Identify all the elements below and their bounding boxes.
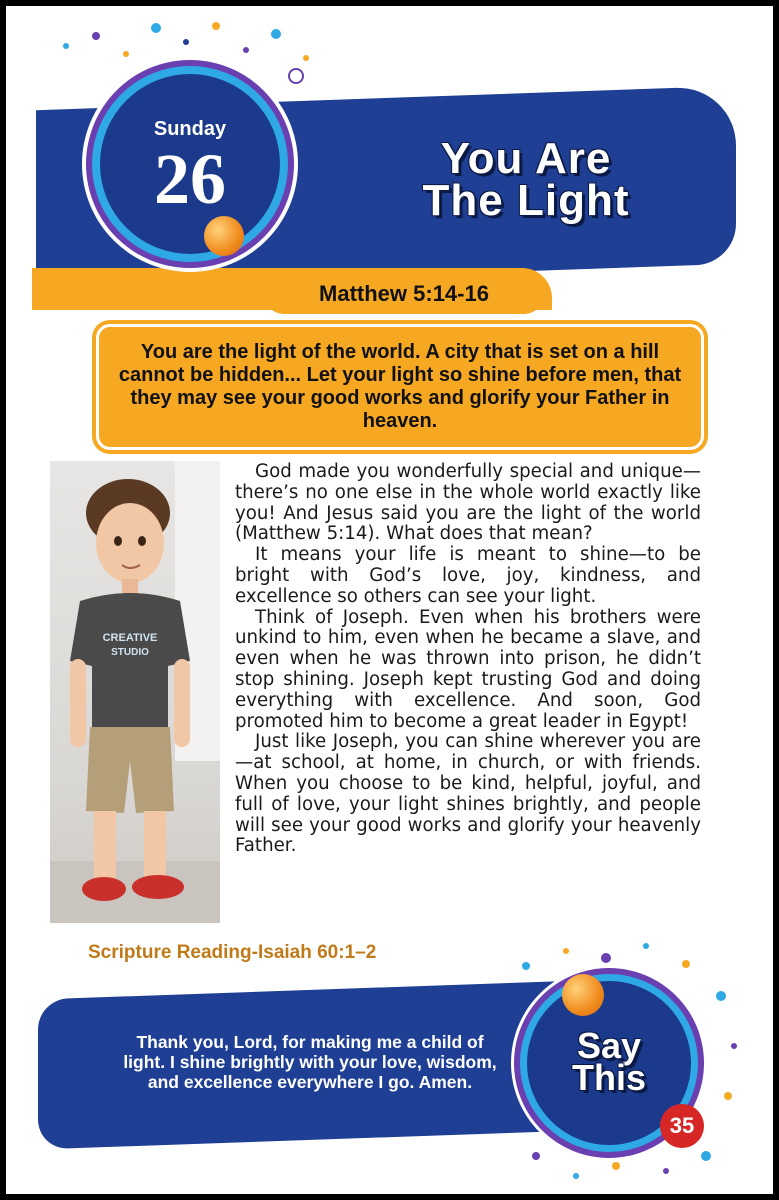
devotional-body (235, 462, 701, 857)
day-number: 26 (154, 139, 226, 219)
scripture-reference: Matthew 5:14-16 (264, 274, 544, 314)
boy-illustration (50, 461, 220, 923)
shirt-text-line-2: STUDIO (111, 647, 149, 658)
page-number: 35 (660, 1104, 704, 1148)
orange-orb-icon (562, 974, 604, 1016)
boy-figure (50, 461, 220, 923)
paragraph: Just like Joseph, you can shine wherever you are—at school, at home, in church, or with friends. When you choose to be kind, helpful, joyful, and full of love, your light shines brightly, and people will see your good works and glorify your heavenly Father. (235, 731, 701, 857)
say-line-2: This (571, 1057, 646, 1098)
orange-orb-icon (204, 216, 244, 256)
paragraph: It means your life is meant to shine—to be bright with God’s love, joy, kindness, and excellence so others can see your light. (235, 544, 701, 607)
verse-box (92, 320, 708, 454)
verse-text: You are the light of the world. A city that is set on a hill cannot be hidden... Let your light so shine before men, that they may see your good works and glorify your Father in heaven. (96, 324, 704, 450)
page-title (346, 134, 706, 225)
day-name: Sunday (153, 118, 227, 140)
title-line-1: You Are (440, 134, 612, 183)
devotional-page (6, 6, 773, 1194)
scripture-reading: Scripture Reading-Isaiah 60:1–2 (88, 942, 377, 963)
paragraph: Think of Joseph. Even when his brothers were unkind to him, even when he became a slave, and even when he was thrown into prison, he didn’t stop shining. Joseph kept trusting God and doing everything with excellence. And soon, God promoted him to become a great leader in Egypt! (235, 606, 701, 732)
shirt-text-line-1: CREATIVE (102, 632, 158, 644)
paragraph: God made you wonderfully special and unique—there’s no one else in the whole world exactly like you! And Jesus said you are the light of the world (Matthew 5:14). What does that mean? (235, 461, 701, 545)
prayer-text: Thank you, Lord, for making me a child of light. I shine brightly with your love, wisdom, and excellence everywhere I go. Amen. (123, 1032, 497, 1092)
say-line-1: Say (576, 1025, 642, 1066)
say-this-label (520, 1025, 698, 1098)
title-line-2: The Light (422, 176, 630, 225)
